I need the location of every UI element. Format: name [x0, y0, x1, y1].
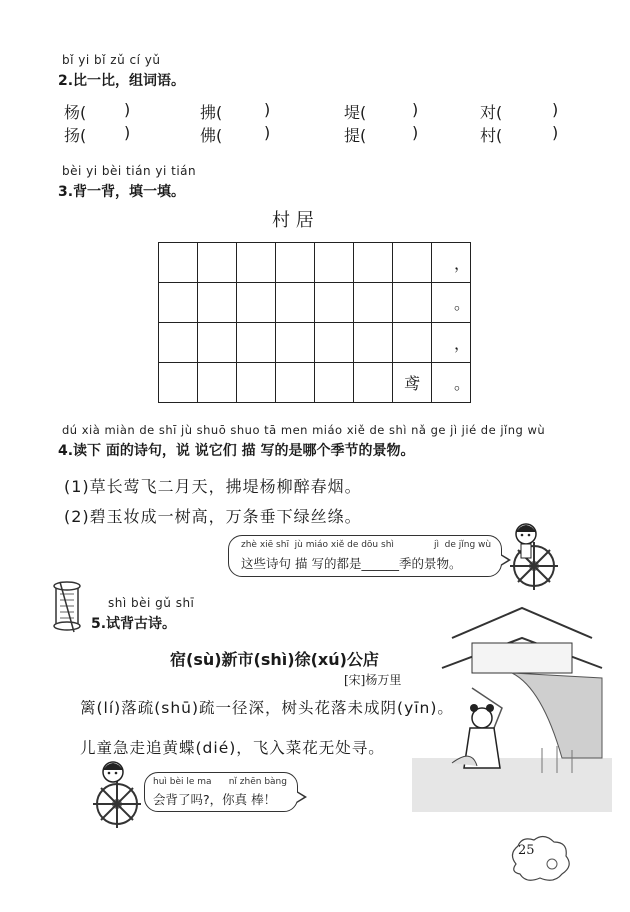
word-cell: 佛( — [200, 126, 223, 145]
grid-cell[interactable] — [159, 243, 198, 283]
page-number: 25 — [518, 843, 535, 858]
grid-cell[interactable] — [198, 363, 237, 403]
q4-poem-line-1: (1)草长莺飞二月天，拂堤杨柳醉春烟。 — [64, 477, 362, 496]
poem-writing-grid — [158, 242, 471, 403]
scroll-icon — [50, 578, 84, 636]
grid-cell[interactable] — [159, 363, 198, 403]
word-cell: ) — [412, 100, 419, 119]
grid-cell[interactable] — [237, 283, 276, 323]
grid-cell[interactable] — [315, 243, 354, 283]
grid-cell[interactable] — [159, 323, 198, 363]
grid-cell[interactable] — [237, 243, 276, 283]
grid-cell[interactable] — [315, 323, 354, 363]
grid-cell[interactable] — [198, 283, 237, 323]
boy-with-wheel-icon — [88, 758, 146, 830]
word-cell: ) — [412, 123, 419, 142]
grid-cell[interactable] — [354, 283, 393, 323]
q4-title: 4.读下 面的诗句，说 说它们 描 写的是哪个季节的景物。 — [58, 443, 415, 459]
grid-cell[interactable] — [237, 363, 276, 403]
grid-cell-period — [432, 363, 471, 403]
q5-pinyin: shì bèi gǔ shī — [108, 596, 195, 610]
word-cell: ) — [552, 123, 559, 142]
hint-bubble-2 — [144, 772, 298, 812]
bubble-pinyin: huì bèi le ma nǐ zhēn bàng — [153, 777, 287, 787]
q2-title: 2.比一比，组词语。 — [58, 73, 186, 89]
grid-cell[interactable] — [276, 363, 315, 403]
punct-comma: ， — [453, 254, 470, 273]
punct-period: 。 — [453, 294, 470, 313]
q4-poem-line-2: (2)碧玉妆成一树高，万条垂下绿丝绦。 — [64, 507, 362, 526]
grid-cell[interactable] — [315, 363, 354, 403]
grid-cell[interactable] — [159, 283, 198, 323]
punct-comma: ， — [453, 334, 470, 353]
grid-cell[interactable] — [276, 323, 315, 363]
q2-pinyin: bǐ yi bǐ zǔ cí yǔ — [62, 53, 161, 67]
word-cell: 堤( — [344, 103, 367, 122]
word-cell: 对( — [480, 103, 503, 122]
q5-poem-line-1: 篱(lí)落疏(shū)疏一径深，树头花落未成阴(yīn)。 — [80, 699, 454, 717]
word-cell: ) — [124, 100, 131, 119]
punct-period: 。 — [453, 374, 470, 393]
grid-cell[interactable] — [354, 243, 393, 283]
bubble-text: 会背了吗?，你真 棒！ — [153, 792, 277, 807]
grid-cell[interactable] — [393, 323, 432, 363]
q3-title: 3.背一背，填一填。 — [58, 184, 186, 200]
grid-cell-period — [432, 283, 471, 323]
word-cell: 杨( — [64, 103, 87, 122]
word-cell: 村( — [480, 126, 503, 145]
q4-pinyin: dú xià miàn de shī jù shuō shuo tā men miáo xiě de shì nǎ ge jì jié de jǐng wù — [62, 423, 546, 437]
grid-cell[interactable] — [393, 283, 432, 323]
grid-cell-comma — [432, 243, 471, 283]
hint-bubble-1 — [228, 535, 502, 577]
grid-cell[interactable] — [276, 243, 315, 283]
word-cell: ) — [552, 100, 559, 119]
word-cell: ) — [264, 100, 271, 119]
grid-cell[interactable] — [354, 363, 393, 403]
word-cell: 拂( — [200, 103, 223, 122]
q5-poem-line-2: 儿童急走追黄蝶(dié)，飞入菜花无处寻。 — [80, 739, 385, 757]
grid-cell[interactable] — [354, 323, 393, 363]
grid-cell-comma — [432, 323, 471, 363]
q3-pinyin: bèi yi bèi tián yi tián — [62, 164, 197, 178]
word-cell: ) — [264, 123, 271, 142]
grid-cell[interactable] — [198, 323, 237, 363]
grid-cell[interactable] — [198, 243, 237, 283]
grid-cell[interactable] — [315, 283, 354, 323]
page-number-decoration-icon — [508, 834, 574, 884]
word-cell: ) — [124, 123, 131, 142]
word-cell: 扬( — [64, 126, 87, 145]
grid-cell[interactable] — [237, 323, 276, 363]
boy-with-wheel-icon — [505, 520, 563, 592]
given-character: 鸢 — [403, 374, 420, 393]
bubble-text: 这些诗句 描 写的都是______季的景物。 — [241, 556, 462, 571]
grid-cell[interactable] — [276, 283, 315, 323]
poem-author: [宋]杨万里 — [344, 673, 402, 687]
poem-title: 宿(sù)新市(shì)徐(xú)公店 — [170, 650, 379, 669]
grid-cell-char — [393, 363, 432, 403]
poem-illustration — [412, 598, 612, 812]
word-cell: 提( — [344, 126, 367, 145]
q5-title: 5.试背古诗。 — [91, 616, 177, 632]
bubble-pinyin: zhè xiē shī jù miáo xiě de dōu shì jì de jǐng wù — [241, 540, 492, 550]
grid-cell[interactable] — [393, 243, 432, 283]
poem-title: 村 居 — [272, 210, 314, 231]
